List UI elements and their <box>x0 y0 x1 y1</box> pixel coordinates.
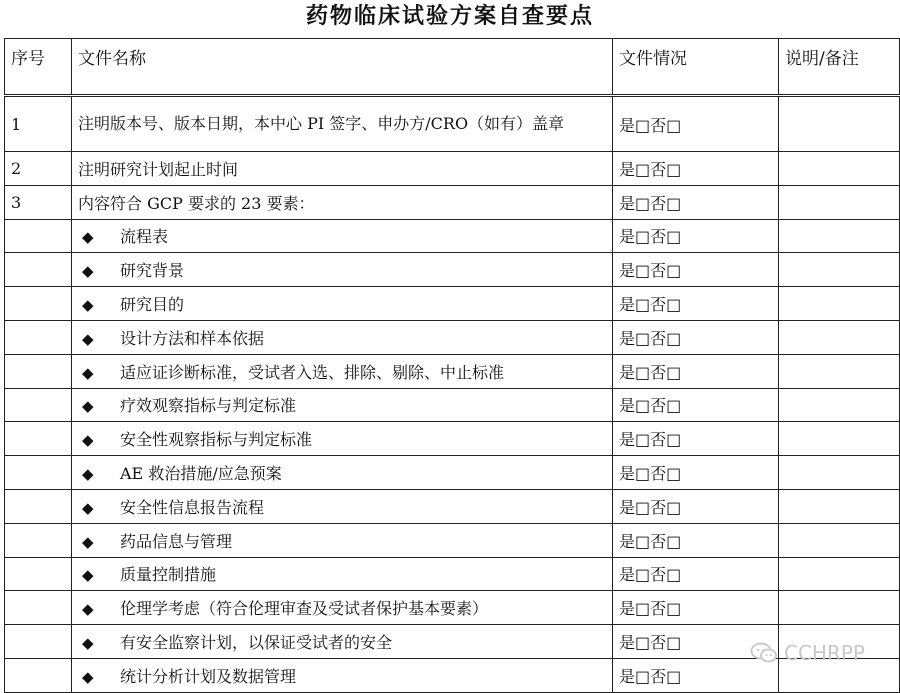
row-name-cell <box>72 557 613 591</box>
table-row <box>5 253 900 287</box>
row-status-checkboxes[interactable]: 是□否□ <box>613 422 779 456</box>
row-number <box>5 219 72 253</box>
row-name-cell <box>72 219 613 253</box>
row-number <box>5 320 72 354</box>
row-number <box>5 354 72 388</box>
row-name: AE 救治措施/应急预案 <box>120 464 282 484</box>
table-row <box>5 523 900 557</box>
row-name-cell <box>72 388 613 422</box>
row-notes[interactable] <box>779 253 900 287</box>
table-row <box>5 185 900 219</box>
row-notes[interactable] <box>779 456 900 490</box>
row-name-cell <box>72 489 613 523</box>
checklist-table <box>4 38 900 693</box>
row-number <box>5 591 72 625</box>
row-name-cell <box>72 658 613 692</box>
row-status-checkboxes[interactable]: 是□否□ <box>613 591 779 625</box>
diamond-bullet-icon: ◆ <box>82 329 94 348</box>
row-name: 伦理学考虑（符合伦理审查及受试者保护基本要素） <box>120 599 489 619</box>
row-status-checkboxes[interactable]: 是□否□ <box>613 456 779 490</box>
table-row <box>5 658 900 692</box>
row-status-checkboxes[interactable]: 是□否□ <box>613 320 779 354</box>
row-status-checkboxes[interactable]: 是□否□ <box>613 625 779 659</box>
diamond-bullet-icon: ◆ <box>82 667 94 686</box>
diamond-bullet-icon: ◆ <box>82 431 94 450</box>
table-row <box>5 422 900 456</box>
row-name-cell <box>72 625 613 659</box>
row-name: 安全性信息报告流程 <box>120 497 265 517</box>
row-notes[interactable] <box>779 287 900 321</box>
row-status-checkboxes[interactable]: 是□否□ <box>613 354 779 388</box>
row-number <box>5 253 72 287</box>
row-name-cell <box>72 320 613 354</box>
row-notes[interactable] <box>779 320 900 354</box>
row-name: 设计方法和样本依据 <box>120 328 265 348</box>
row-notes[interactable] <box>779 658 900 692</box>
row-name: 流程表 <box>120 227 169 247</box>
table-row <box>5 354 900 388</box>
watermark-text: CCHRPP <box>784 641 865 665</box>
row-notes[interactable] <box>779 422 900 456</box>
row-name: 注明版本号、版本日期，本中心 PI 签字、申办方/CRO（如有）盖章 <box>78 114 565 133</box>
row-name: 适应证诊断标准，受试者入选、排除、剔除、中止标准 <box>120 362 505 382</box>
row-status-checkboxes[interactable]: 是□否□ <box>613 152 779 186</box>
row-notes[interactable] <box>779 219 900 253</box>
diamond-bullet-icon: ◆ <box>82 532 94 551</box>
row-notes[interactable] <box>779 625 900 659</box>
row-name-cell <box>72 591 613 625</box>
row-name: 研究目的 <box>120 295 185 315</box>
table-row <box>5 219 900 253</box>
row-name-cell <box>72 354 613 388</box>
row-status-checkboxes[interactable]: 是□否□ <box>613 96 779 152</box>
row-number <box>5 557 72 591</box>
diamond-bullet-icon: ◆ <box>82 498 94 517</box>
header-notes: 说明/备注 <box>779 39 900 96</box>
table-row <box>5 489 900 523</box>
row-name: 研究背景 <box>120 261 185 281</box>
row-name-cell <box>72 96 613 152</box>
diamond-bullet-icon: ◆ <box>82 228 94 247</box>
table-row <box>5 96 900 152</box>
row-number <box>5 489 72 523</box>
row-status-checkboxes[interactable]: 是□否□ <box>613 557 779 591</box>
row-name-cell <box>72 287 613 321</box>
table-row <box>5 456 900 490</box>
row-name: 内容符合 GCP 要求的 23 要素： <box>78 193 315 213</box>
diamond-bullet-icon: ◆ <box>82 634 94 653</box>
row-status-checkboxes[interactable]: 是□否□ <box>613 523 779 557</box>
diamond-bullet-icon: ◆ <box>82 262 94 281</box>
row-notes[interactable] <box>779 96 900 152</box>
table-row <box>5 152 900 186</box>
diamond-bullet-icon: ◆ <box>82 465 94 484</box>
row-status-checkboxes[interactable]: 是□否□ <box>613 287 779 321</box>
row-notes[interactable] <box>779 388 900 422</box>
diamond-bullet-icon: ◆ <box>82 566 94 585</box>
row-number <box>5 658 72 692</box>
row-name: 安全性观察指标与判定标准 <box>120 430 313 450</box>
row-notes[interactable] <box>779 591 900 625</box>
diamond-bullet-icon: ◆ <box>82 397 94 416</box>
row-status-checkboxes[interactable]: 是□否□ <box>613 658 779 692</box>
row-number <box>5 287 72 321</box>
row-number <box>5 388 72 422</box>
table-row <box>5 388 900 422</box>
row-notes[interactable] <box>779 557 900 591</box>
row-status-checkboxes[interactable]: 是□否□ <box>613 253 779 287</box>
row-number: 3 <box>5 185 72 219</box>
row-number: 2 <box>5 152 72 186</box>
diamond-bullet-icon: ◆ <box>82 296 94 315</box>
row-name: 药品信息与管理 <box>120 531 233 551</box>
row-notes[interactable] <box>779 523 900 557</box>
row-name-cell <box>72 152 613 186</box>
row-name: 注明研究计划起止时间 <box>78 159 239 179</box>
row-number <box>5 625 72 659</box>
row-status-checkboxes[interactable]: 是□否□ <box>613 185 779 219</box>
row-notes[interactable] <box>779 489 900 523</box>
table-header-row <box>5 39 900 96</box>
page-title: 药物临床试验方案自查要点 <box>305 4 594 29</box>
row-name: 有安全监察计划，以保证受试者的安全 <box>120 633 393 653</box>
row-name: 疗效观察指标与判定标准 <box>120 396 297 416</box>
row-name-cell <box>72 185 613 219</box>
row-notes[interactable] <box>779 185 900 219</box>
header-no: 序号 <box>5 39 72 96</box>
row-name: 统计分析计划及数据管理 <box>120 666 297 686</box>
table-row <box>5 557 900 591</box>
row-notes[interactable] <box>779 152 900 186</box>
row-status-checkboxes[interactable]: 是□否□ <box>613 219 779 253</box>
row-notes[interactable] <box>779 354 900 388</box>
row-status-checkboxes[interactable]: 是□否□ <box>613 489 779 523</box>
table-row <box>5 320 900 354</box>
row-name-cell <box>72 523 613 557</box>
table-row <box>5 625 900 659</box>
row-name-cell <box>72 253 613 287</box>
row-number <box>5 523 72 557</box>
table-body <box>5 96 900 693</box>
diamond-bullet-icon: ◆ <box>82 363 94 382</box>
row-name: 质量控制措施 <box>120 565 217 585</box>
row-number: 1 <box>5 96 72 152</box>
diamond-bullet-icon: ◆ <box>82 600 94 619</box>
row-number <box>5 456 72 490</box>
header-name: 文件名称 <box>72 39 613 96</box>
row-status-checkboxes[interactable]: 是□否□ <box>613 388 779 422</box>
row-name-cell <box>72 456 613 490</box>
table-row <box>5 287 900 321</box>
row-name-cell <box>72 422 613 456</box>
table-row <box>5 591 900 625</box>
header-status: 文件情况 <box>613 39 779 96</box>
row-number <box>5 422 72 456</box>
